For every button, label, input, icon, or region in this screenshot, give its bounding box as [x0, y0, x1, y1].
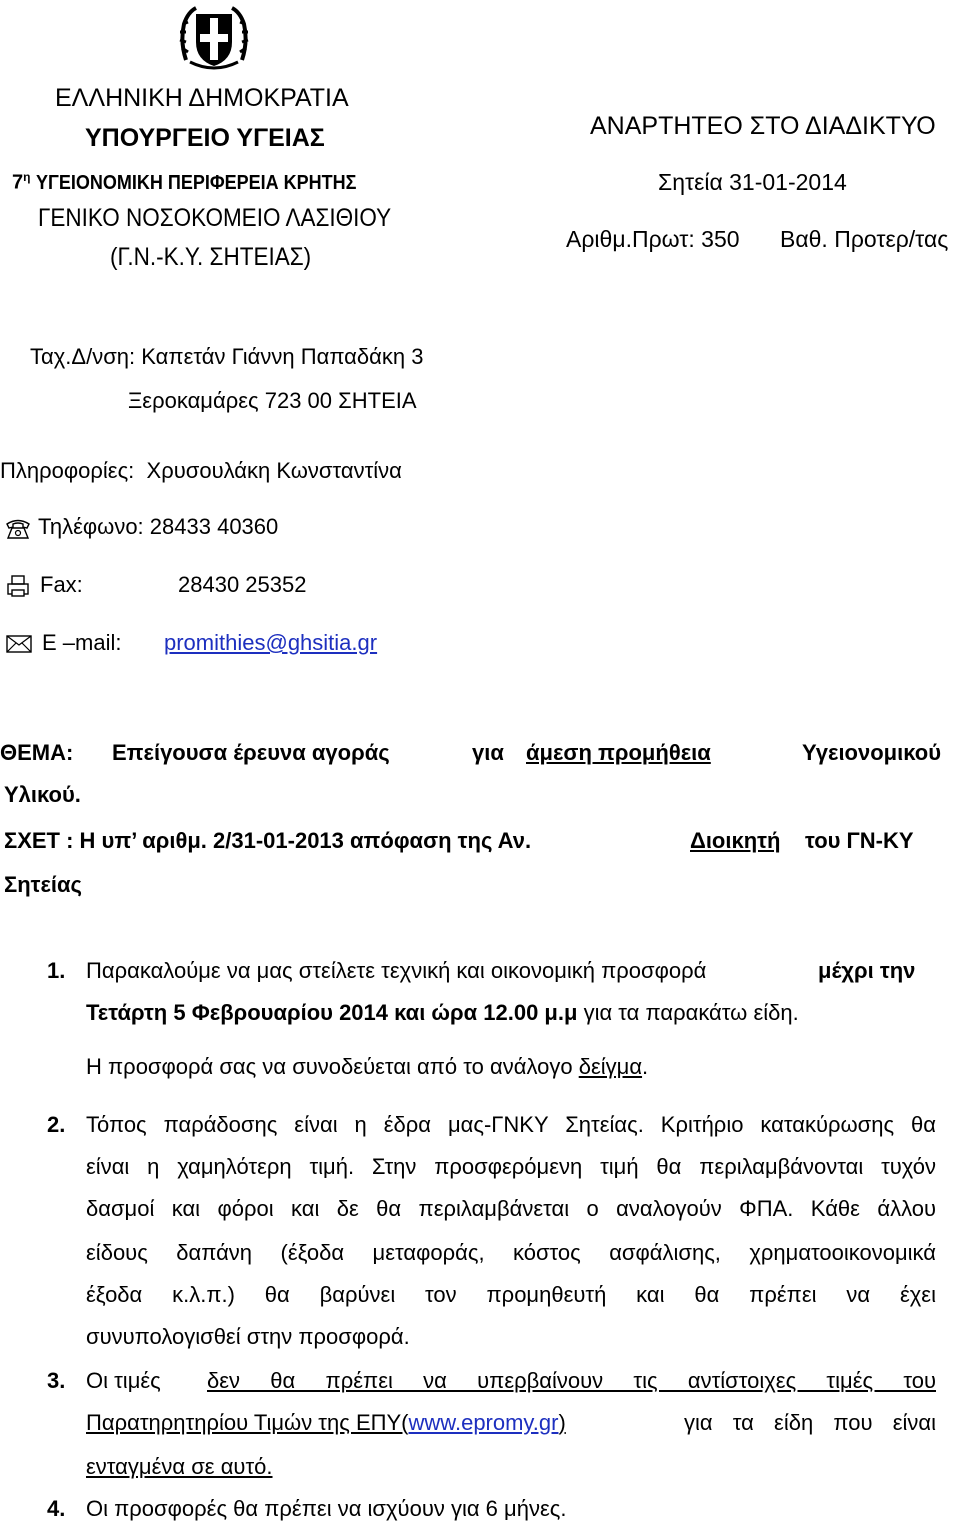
- item-2-line-6: συνυπολογισθεί στην προσφορά.: [86, 1324, 410, 1349]
- phone-line: Τηλέφωνο: 28433 40360: [4, 514, 278, 540]
- item-2-line-3: δασμοί και φόροι και δε θα περιλαμβάνεται ο αναλογούν ΦΠΑ. Κάθε άλλου: [86, 1196, 936, 1221]
- header-region: $7^\eta$ ΥΓΕΙΟΝΟΜΙΚΗ ΠΕΡΙΦΕΡΕΙΑ ΚΡΗΤΗΣ: [12, 170, 357, 194]
- item-1-line-2: Τετάρτη 5 Φεβρουαρίου 2014 και ώρα 12.00 μ.μ για τα παρακάτω είδη.: [86, 1000, 799, 1025]
- item-2-line-5: έξοδα κ.λ.π.) θα βαρύνει τον προμηθευτή και θα πρέπει να έχει: [86, 1282, 936, 1307]
- item-3-line-2: Παρατηρητηρίου Τιμών της ΕΠΥ(www.epromy.gr): [86, 1410, 566, 1435]
- item-3-prices: Οι τιμές: [86, 1368, 161, 1393]
- fax-icon: [6, 574, 30, 598]
- subject-immediate-supply: άμεση προμήθεια: [526, 740, 711, 765]
- item-1-deadline-start: μέχρι την: [818, 958, 916, 983]
- reference-director: Διοικητή: [690, 828, 781, 853]
- subject-line-2: Υλικού.: [4, 782, 81, 807]
- item-2-line-2: είναι η χαμηλότερη τιμή. Στην προσφερόμενη τιμή θα περιλαμβάνονται τυχόν: [86, 1154, 936, 1179]
- envelope-icon: [6, 634, 32, 654]
- coat-of-arms-emblem: [178, 2, 250, 72]
- info-line: Πληροφορίες: Χρυσουλάκη Κωνσταντίνα: [0, 458, 402, 483]
- address-line-1: Ταχ.Δ/νση: Καπετάν Γιάννη Παπαδάκη 3: [30, 344, 424, 369]
- item-2-line-4: είδους δαπάνη (έξοδα μεταφοράς, κόστος ασφάλισης, χρηματοοικονομικά: [86, 1240, 936, 1265]
- address-line-2: Ξεροκαμάρες 723 00 ΣΗΤΕΙΑ: [128, 388, 417, 413]
- reference-line-2: Σητείας: [4, 872, 82, 897]
- subject-medical: Υγειονομικού: [802, 740, 942, 765]
- header-protocol: Αριθμ.Πρωτ: 350: [566, 226, 740, 252]
- subject-label: ΘΕΜΑ:: [0, 740, 74, 765]
- item-3-line-2-end: για τα είδη που είναι: [684, 1410, 936, 1435]
- item-3-number: 3.: [47, 1368, 66, 1393]
- item-2-number: 2.: [47, 1112, 66, 1137]
- subject-for: για: [472, 740, 504, 765]
- reference-hospital: του ΓΝ-ΚΥ: [805, 828, 914, 853]
- epromy-link[interactable]: www.epromy.gr: [408, 1410, 559, 1435]
- subject-text: Επείγουσα έρευνα αγοράς: [112, 740, 390, 765]
- header-country: ΕΛΛΗΝΙΚΗ ΔΗΜΟΚΡΑΤΙΑ: [55, 84, 349, 112]
- header-hospital-abbr: (Γ.Ν.-Κ.Υ. ΣΗΤΕΙΑΣ): [110, 243, 312, 271]
- header-hospital: ΓΕΝΙΚΟ ΝΟΣΟΚΟΜΕΙΟ ΛΑΣΙΘΙΟΥ: [38, 204, 392, 232]
- item-3-line-3: ενταγμένα σε αυτό.: [86, 1454, 273, 1479]
- item-1-line-1: Παρακαλούμε να μας στείλετε τεχνική και οικονομική προσφορά: [86, 958, 707, 983]
- fax-value: 28430 25352: [178, 572, 307, 597]
- email-link[interactable]: promithies@ghsitia.gr: [164, 630, 378, 655]
- item-2-line-1: Τόπος παράδοσης είναι η έδρα μας-ΓΝΚΥ Σητείας. Κριτήριο κατακύρωσης θα: [86, 1112, 936, 1137]
- reference-line-1: ΣΧΕΤ : Η υπ’ αριθμ. 2/31-01-2013 απόφαση της Αν.: [4, 828, 532, 853]
- item-1-number: 1.: [47, 958, 66, 983]
- phone-icon: [4, 516, 32, 540]
- item-3-line-1: δεν θα πρέπει να υπερβαίνουν τις αντίστοιχες τιμές του: [207, 1368, 936, 1393]
- item-4-number: 4.: [47, 1496, 66, 1521]
- item-1-line-3: Η προσφορά σας να συνοδεύεται από το ανάλογο δείγμα.: [86, 1054, 649, 1079]
- header-priority: Βαθ. Προτερ/τας: [780, 226, 949, 252]
- header-place-date: Σητεία 31-01-2014: [658, 169, 847, 195]
- fax-line: Fax:: [6, 572, 83, 598]
- header-ministry: ΥΠΟΥΡΓΕΙΟ ΥΓΕΙΑΣ: [85, 124, 325, 152]
- item-4-line-1: Οι προσφορές θα πρέπει να ισχύουν για 6 μήνες.: [86, 1496, 567, 1521]
- email-line: E –mail:: [6, 630, 121, 656]
- header-posted: ΑΝΑΡΤΗΤΕΟ ΣΤΟ ΔΙΑΔΙΚΤΥΟ: [590, 112, 936, 140]
